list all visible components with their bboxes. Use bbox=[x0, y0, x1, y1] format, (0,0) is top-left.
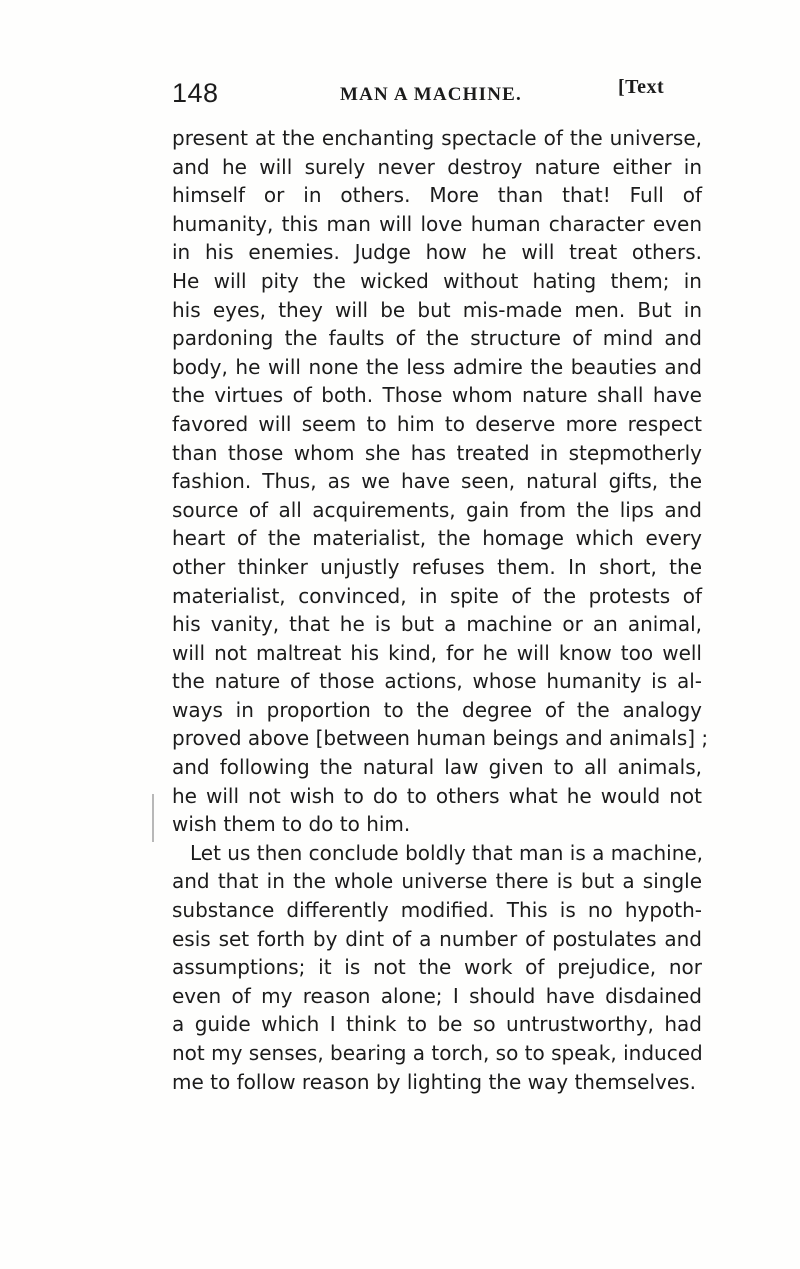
text-line: a guide which I think to be so untrustworthy, had bbox=[172, 1012, 702, 1037]
text-line: his vanity, that he is but a machine or an animal, bbox=[172, 612, 702, 637]
text-line: he will not wish to do to others what he would not bbox=[172, 783, 702, 808]
text-line: substance differently modified. This is no hypoth- bbox=[172, 898, 702, 923]
running-section-label: [Text bbox=[618, 76, 665, 98]
text-line: pardoning the faults of the structure of mind and bbox=[172, 326, 702, 351]
margin-mark bbox=[152, 794, 154, 842]
text-line: than those whom she has treated in stepmotherly bbox=[172, 440, 702, 465]
text-line: other thinker unjustly refuses them. In short, the bbox=[172, 554, 702, 579]
text-line: Let us then conclude boldly that man is a machine, bbox=[190, 840, 704, 865]
text-line: even of my reason alone; I should have disdained bbox=[172, 983, 702, 1008]
text-line: favored will seem to him to deserve more respect bbox=[172, 411, 702, 436]
body-text bbox=[172, 124, 709, 1096]
text-line: present at the enchanting spectacle of the universe, bbox=[172, 126, 702, 150]
text-line: not my senses, bearing a torch, so to speak, induced bbox=[172, 1041, 703, 1065]
text-line: his eyes, they will be but mis-made men. But in bbox=[172, 297, 702, 322]
text-line: and that in the whole universe there is but a single bbox=[172, 869, 702, 894]
text-line: assumptions; it is not the work of prejudice, nor bbox=[172, 955, 702, 980]
text-line: He will pity the wicked without hating them; in bbox=[172, 268, 702, 293]
text-line: the nature of those actions, whose humanity is al- bbox=[172, 669, 702, 694]
text-line: source of all acquirements, gain from the lips and bbox=[172, 497, 702, 522]
text-line: wish them to do to him. bbox=[172, 812, 411, 837]
text-line: and he will surely never destroy nature either in bbox=[172, 154, 702, 179]
text-line: fashion. Thus, as we have seen, natural gifts, the bbox=[172, 469, 702, 494]
text-line: will not maltreat his kind, for he will know too well bbox=[172, 640, 702, 665]
text-line: and following the natural law given to all animals, bbox=[172, 755, 702, 780]
text-line: heart of the materialist, the homage which every bbox=[172, 526, 702, 551]
text-line: me to follow reason by lighting the way themselves. bbox=[172, 1069, 696, 1094]
text-line: materialist, convinced, in spite of the protests of bbox=[172, 583, 702, 608]
text-line: the virtues of both. Those whom nature shall have bbox=[172, 383, 702, 408]
text-line: esis set forth by dint of a number of postulates and bbox=[172, 926, 702, 951]
running-title: MAN A MACHINE. bbox=[340, 84, 522, 105]
text-line: humanity, this man will love human character even bbox=[172, 211, 702, 236]
text-line: in his enemies. Judge how he will treat others. bbox=[172, 240, 702, 265]
text-line: proved above [between human beings and animals] ; bbox=[172, 726, 709, 751]
text-line: body, he will none the less admire the beauties and bbox=[172, 354, 702, 379]
page-number: 148 bbox=[172, 78, 219, 108]
text-line: himself or in others. More than that! Full of bbox=[172, 183, 702, 208]
text-line: ways in proportion to the degree of the analogy bbox=[172, 697, 702, 722]
running-head bbox=[172, 78, 702, 112]
